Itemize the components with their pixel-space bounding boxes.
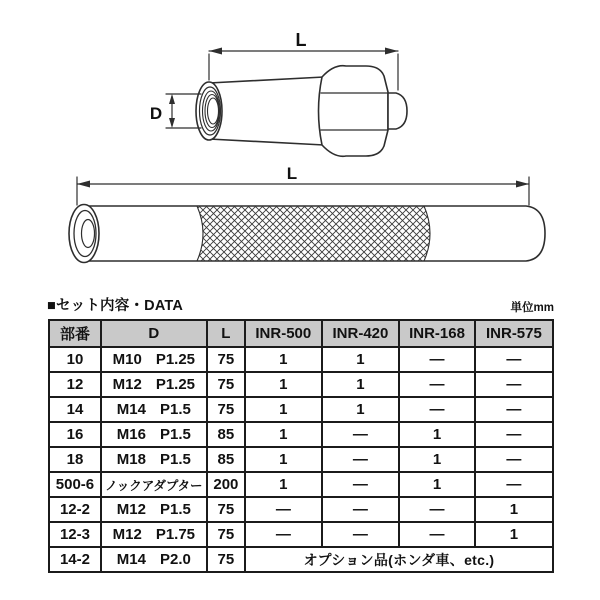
qty-cell: ― bbox=[322, 522, 400, 547]
qty-cell: 1 bbox=[245, 397, 322, 422]
table-row bbox=[49, 422, 553, 447]
col-header-l: L bbox=[207, 320, 245, 347]
thread-spec-cell: M16 P1.5 bbox=[101, 422, 207, 447]
knock-adapter-diagram bbox=[69, 164, 545, 263]
part-no-cell: 500-6 bbox=[49, 472, 101, 497]
thread-spec-cell: M12 P1.25 bbox=[101, 372, 207, 397]
thread-spec-cell: M10 P1.25 bbox=[101, 347, 207, 372]
part-no-cell: 18 bbox=[49, 447, 101, 472]
tube-knurl-section bbox=[197, 206, 430, 261]
option-note-cell: オプション品(ホンダ車、etc.) bbox=[245, 547, 553, 572]
qty-cell: ― bbox=[245, 497, 322, 522]
table-row bbox=[49, 497, 553, 522]
set-contents-table bbox=[48, 319, 554, 573]
thread-spec-cell: M14 P2.0 bbox=[101, 547, 207, 572]
unit-note: 単位mm bbox=[510, 302, 554, 314]
part-no-cell: 16 bbox=[49, 422, 101, 447]
thread-spec-cell: M12 P1.75 bbox=[101, 522, 207, 547]
col-header-inr500: INR-500 bbox=[245, 320, 322, 347]
thread-spec-cell: M14 P1.5 bbox=[101, 397, 207, 422]
qty-cell: 1 bbox=[399, 422, 475, 447]
qty-cell: ― bbox=[245, 522, 322, 547]
qty-cell: 1 bbox=[245, 447, 322, 472]
length-cell: 85 bbox=[207, 422, 245, 447]
part-no-cell: 14-2 bbox=[49, 547, 101, 572]
part-no-cell: 12-3 bbox=[49, 522, 101, 547]
qty-cell: 1 bbox=[322, 347, 400, 372]
qty-cell: 1 bbox=[399, 472, 475, 497]
col-header-inr575: INR-575 bbox=[475, 320, 553, 347]
part-no-cell: 10 bbox=[49, 347, 101, 372]
qty-cell: ― bbox=[399, 497, 475, 522]
table-row bbox=[49, 547, 553, 572]
qty-cell: ― bbox=[475, 447, 553, 472]
qty-cell: 1 bbox=[322, 397, 400, 422]
qty-cell: 1 bbox=[245, 472, 322, 497]
qty-cell: ― bbox=[322, 447, 400, 472]
table-row bbox=[49, 522, 553, 547]
qty-cell: ― bbox=[322, 422, 400, 447]
qty-cell: 1 bbox=[399, 447, 475, 472]
qty-cell: ― bbox=[322, 497, 400, 522]
length-cell: 75 bbox=[207, 547, 245, 572]
table-row bbox=[49, 397, 553, 422]
qty-cell: ― bbox=[475, 372, 553, 397]
thread-spec-cell: M12 P1.5 bbox=[101, 497, 207, 522]
qty-cell: 1 bbox=[475, 497, 553, 522]
part-no-cell: 12-2 bbox=[49, 497, 101, 522]
nut-adapter-diagram bbox=[150, 30, 407, 156]
qty-cell: ― bbox=[475, 347, 553, 372]
qty-cell: 1 bbox=[245, 372, 322, 397]
length-cell: 200 bbox=[207, 472, 245, 497]
qty-cell: 1 bbox=[245, 422, 322, 447]
qty-cell: 1 bbox=[475, 522, 553, 547]
thread-spec-cell: M18 P1.5 bbox=[101, 447, 207, 472]
tube-length-dimension bbox=[77, 177, 529, 205]
qty-cell: ― bbox=[399, 522, 475, 547]
adapter-tip bbox=[388, 93, 407, 129]
qty-cell: ― bbox=[399, 372, 475, 397]
adapter-thread-end bbox=[196, 82, 222, 140]
thread-spec-cell: ノックアダプター bbox=[101, 472, 207, 497]
tube-length-label: L bbox=[286, 164, 298, 183]
col-header-inr168: INR-168 bbox=[399, 320, 475, 347]
table-row bbox=[49, 472, 553, 497]
table-row bbox=[49, 372, 553, 397]
col-header-part-no: 部番 bbox=[49, 320, 101, 347]
length-cell: 75 bbox=[207, 397, 245, 422]
set-contents-table-wrap bbox=[48, 319, 554, 573]
qty-cell: ― bbox=[475, 422, 553, 447]
table-row bbox=[49, 447, 553, 472]
length-cell: 75 bbox=[207, 347, 245, 372]
qty-cell: ― bbox=[322, 472, 400, 497]
col-header-d: D bbox=[101, 320, 207, 347]
technical-drawings bbox=[0, 0, 600, 292]
length-cell: 75 bbox=[207, 372, 245, 397]
qty-cell: ― bbox=[475, 397, 553, 422]
qty-cell: ― bbox=[399, 397, 475, 422]
tube-open-end bbox=[69, 205, 99, 263]
adapter-hex-section bbox=[319, 66, 389, 157]
part-no-cell: 12 bbox=[49, 372, 101, 397]
part-no-cell: 14 bbox=[49, 397, 101, 422]
table-row bbox=[49, 347, 553, 372]
qty-cell: 1 bbox=[245, 347, 322, 372]
adapter-body bbox=[209, 77, 324, 145]
length-cell: 75 bbox=[207, 497, 245, 522]
qty-cell: 1 bbox=[322, 372, 400, 397]
qty-cell: ― bbox=[475, 472, 553, 497]
section-title: ■セット内容・DATA bbox=[47, 298, 184, 314]
col-header-inr420: INR-420 bbox=[322, 320, 400, 347]
qty-cell: ― bbox=[399, 347, 475, 372]
length-cell: 75 bbox=[207, 522, 245, 547]
adapter-length-label: L bbox=[295, 30, 307, 50]
adapter-diameter-label: D bbox=[149, 104, 163, 123]
length-cell: 85 bbox=[207, 447, 245, 472]
table-header-row bbox=[49, 320, 553, 347]
